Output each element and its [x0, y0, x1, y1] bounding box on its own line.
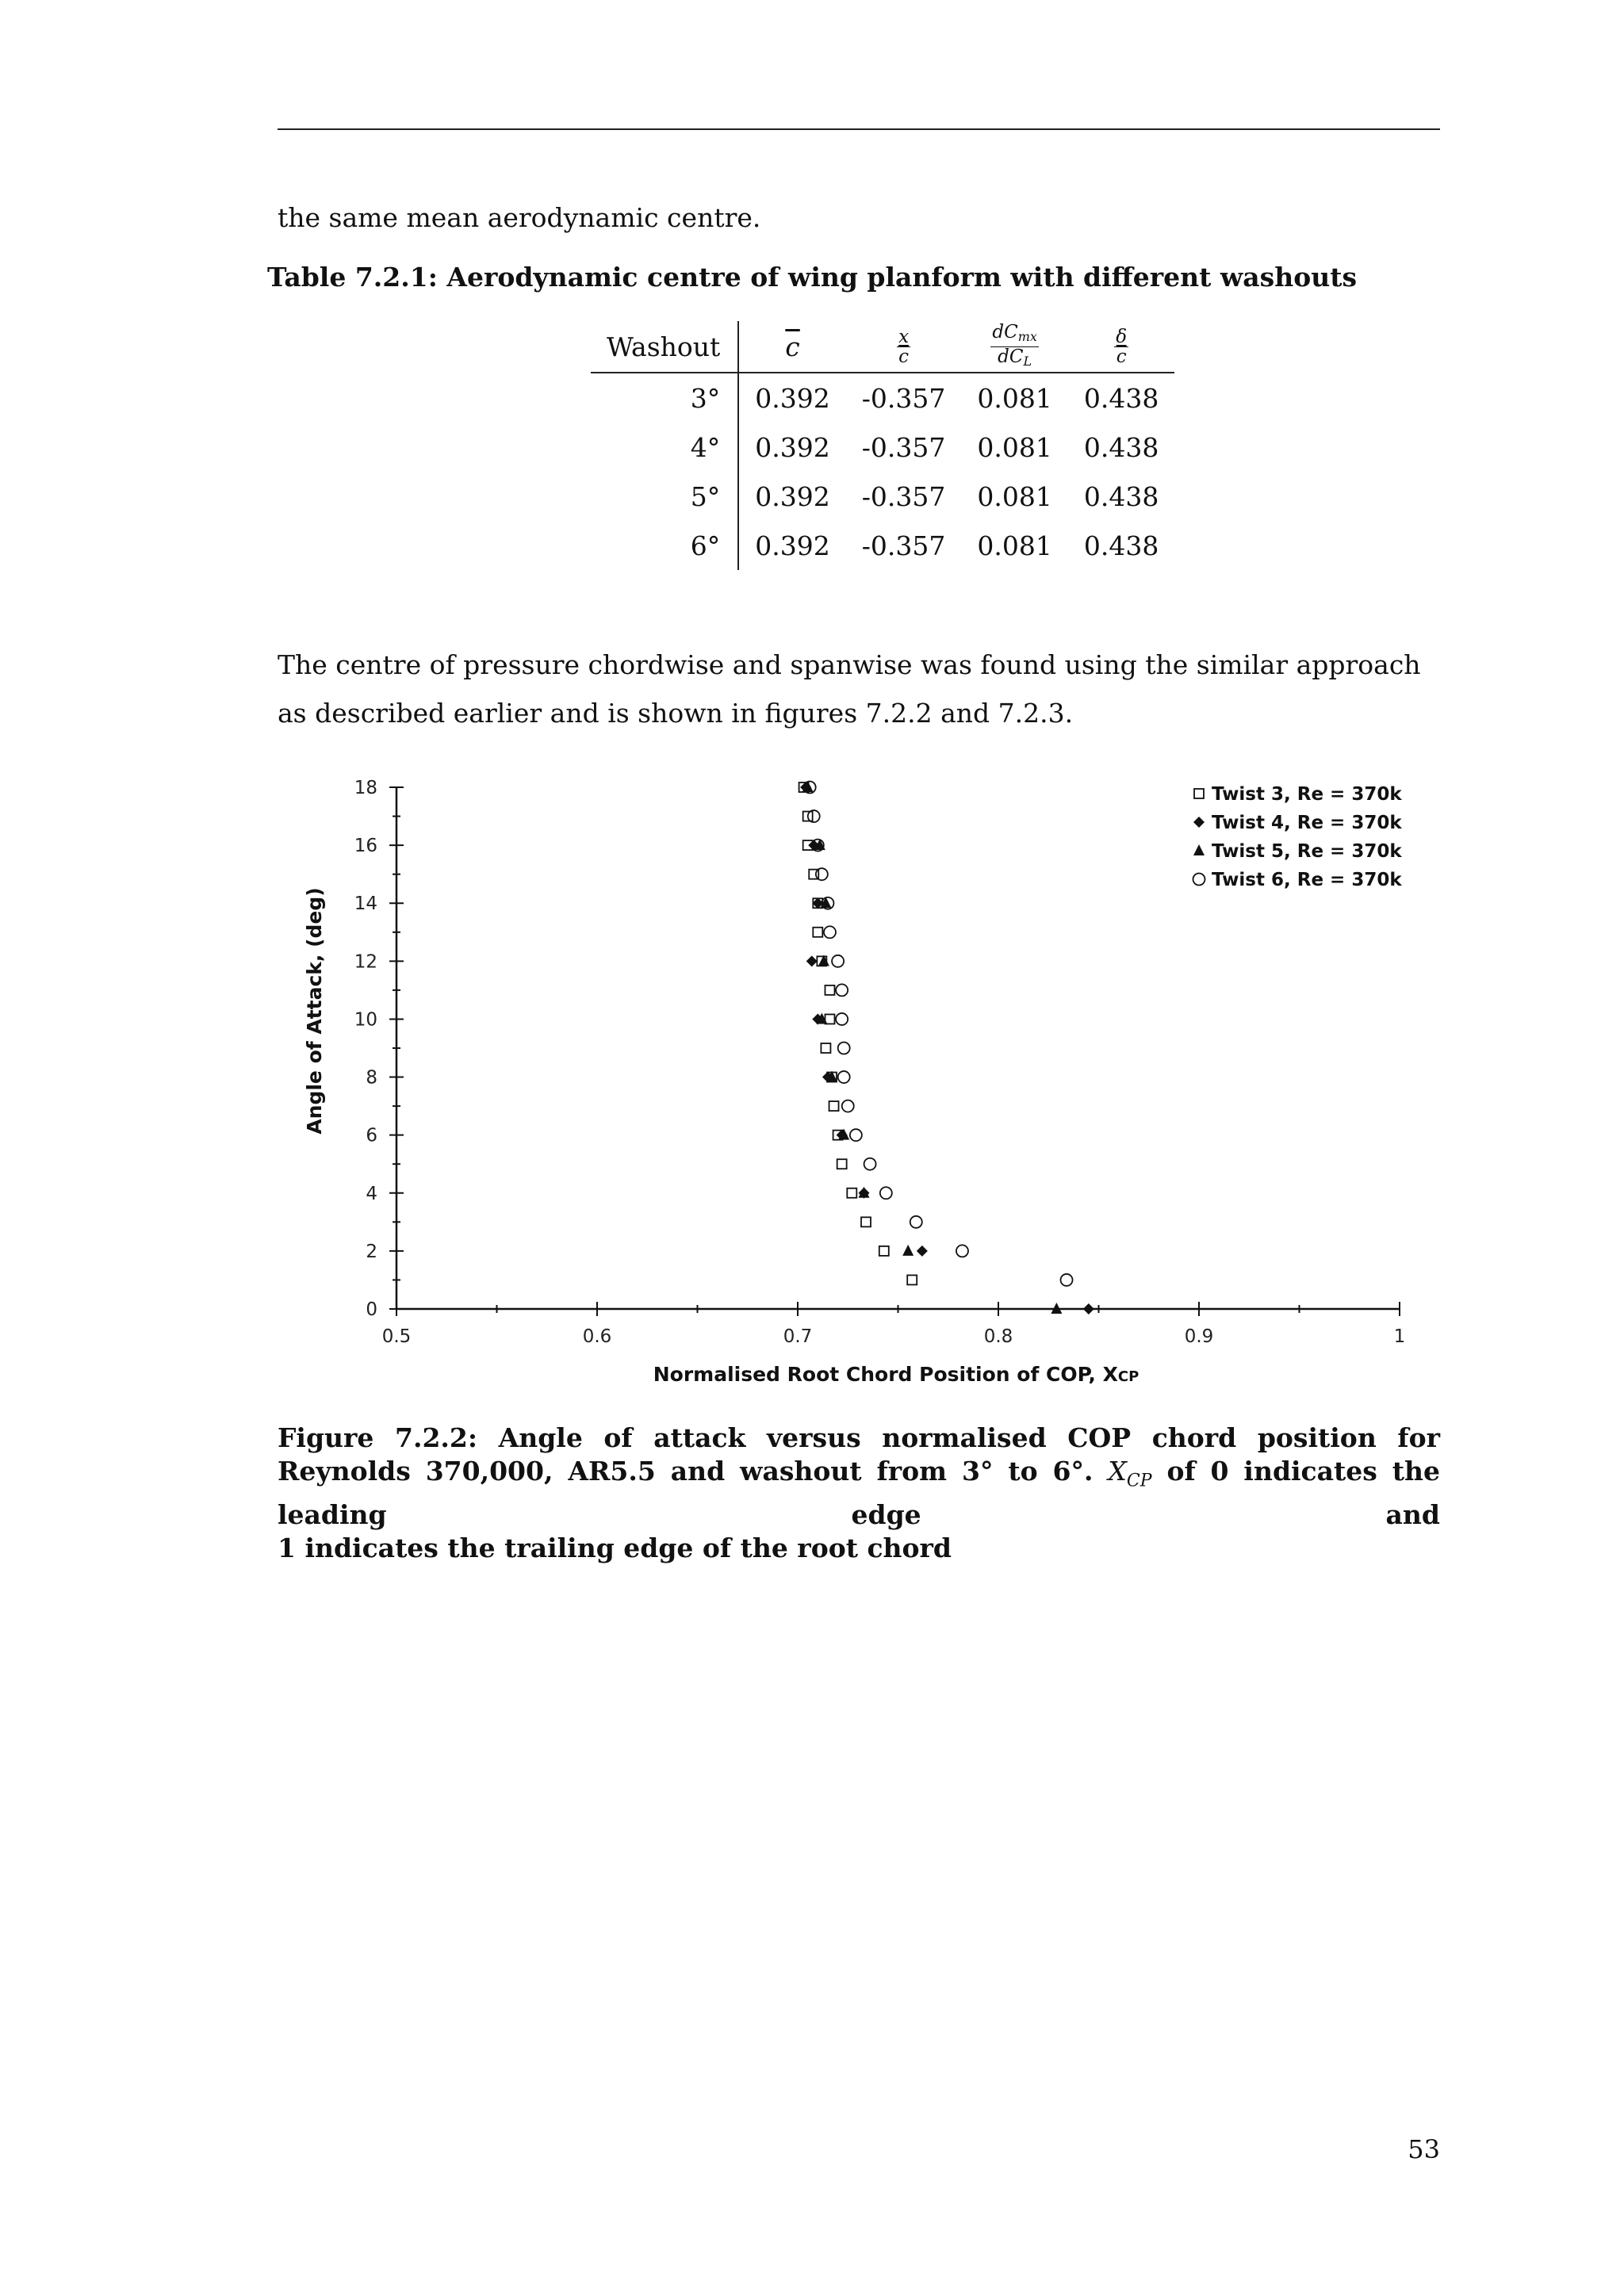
cell-c: 0.392	[755, 530, 830, 561]
figure-caption-line2: 1 indicates the trailing edge of the root chord	[278, 1532, 952, 1563]
cell-x: -0.357	[861, 530, 946, 561]
legend-marker	[1194, 789, 1204, 798]
cell-delta: 0.438	[1083, 480, 1159, 512]
cell-dcm: 0.081	[977, 382, 1052, 414]
intro-paragraph: the same mean aerodynamic centre.	[278, 202, 761, 233]
cell-washout: 3°	[591, 373, 738, 423]
cop-scatter-chart	[285, 765, 1427, 1383]
x-tick-label: 0.7	[783, 1326, 813, 1347]
data-point	[1061, 1274, 1073, 1286]
header-dcm-num: dC	[992, 321, 1018, 342]
data-point	[832, 955, 844, 967]
data-point	[861, 1217, 871, 1226]
data-point	[838, 1071, 850, 1083]
table-caption: Table 7.2.1: Aerodynamic centre of wing planform with different washouts	[266, 262, 1358, 293]
aero-centre-table	[591, 321, 1174, 570]
cell-c: 0.392	[755, 480, 830, 512]
cell-delta: 0.438	[1083, 431, 1159, 463]
chart-marks	[799, 781, 1094, 1314]
y-tick-label: 10	[354, 1009, 377, 1031]
y-tick-label: 12	[354, 951, 377, 973]
x-tick-label: 0.9	[1184, 1326, 1214, 1347]
data-point	[880, 1187, 892, 1199]
cell-c: 0.392	[755, 431, 830, 463]
header-dcm-dcl	[961, 321, 1067, 373]
y-tick-label: 6	[366, 1125, 377, 1146]
figure-caption	[278, 1422, 1440, 1565]
y-tick-label: 18	[354, 778, 377, 798]
table-header-row	[591, 321, 1174, 373]
data-point	[813, 928, 822, 937]
data-point	[837, 1159, 847, 1169]
data-point	[850, 1129, 862, 1141]
y-tick-label: 2	[366, 1241, 377, 1262]
x-tick-label: 1	[1393, 1326, 1406, 1347]
header-x-over-c	[846, 321, 962, 373]
cell-delta: 0.438	[1083, 530, 1159, 561]
figure-caption-xcp: X	[1108, 1456, 1127, 1487]
x-axis-title-main: Normalised Root Chord Position of COP, X	[653, 1363, 1118, 1383]
data-point	[847, 1188, 856, 1198]
data-point	[806, 955, 818, 966]
header-x-den: c	[898, 346, 910, 367]
header-delta-over-c	[1068, 321, 1174, 373]
cell-dcm: 0.081	[977, 431, 1052, 463]
data-point	[836, 984, 848, 996]
x-axis-title	[653, 1363, 1139, 1383]
table-row	[591, 373, 1174, 423]
page-number: 53	[1408, 2134, 1440, 2164]
header-dcm-num-sub: mx	[1017, 328, 1037, 344]
legend-label: Twist 3, Re = 370k	[1212, 784, 1402, 805]
y-tick-label: 16	[354, 836, 377, 857]
series-4	[804, 782, 1073, 1286]
cell-delta: 0.438	[1083, 382, 1159, 414]
data-point	[821, 1043, 830, 1053]
body-paragraph: The centre of pressure chordwise and spanwise was found using the similar approach as described earlier and is shown in figures 7.2.2 and 7.2.3.	[278, 649, 1421, 729]
cell-x: -0.357	[861, 480, 946, 512]
legend-marker	[1193, 817, 1205, 828]
header-cbar	[738, 321, 845, 373]
legend-label: Twist 6, Re = 370k	[1212, 870, 1402, 890]
legend-marker	[1193, 844, 1205, 855]
y-tick-label: 0	[366, 1299, 377, 1320]
table-row	[591, 472, 1174, 521]
cell-c: 0.392	[755, 382, 830, 414]
x-tick-label: 0.6	[582, 1326, 612, 1347]
cell-dcm: 0.081	[977, 480, 1052, 512]
x-tick-label: 0.8	[983, 1326, 1013, 1347]
data-point	[842, 1100, 854, 1112]
table-row	[591, 423, 1174, 472]
header-dcm-den-sub: L	[1023, 353, 1032, 369]
header-x-num: x	[898, 326, 910, 347]
cell-x: -0.357	[861, 431, 946, 463]
data-point	[829, 1101, 839, 1111]
legend-label: Twist 5, Re = 370k	[1212, 841, 1402, 862]
legend-label: Twist 4, Re = 370k	[1212, 813, 1402, 833]
chart-legend	[1193, 784, 1403, 890]
figure-caption-rest: of 0 indicates the leading edge and	[278, 1456, 1440, 1530]
cell-x: -0.357	[861, 382, 946, 414]
series-3	[802, 781, 1063, 1314]
table-row	[591, 521, 1174, 570]
header-dcm-den: dC	[998, 346, 1024, 367]
figure-caption-xcp-sub: CP	[1126, 1471, 1152, 1491]
header-washout: Washout	[591, 321, 738, 373]
header-delta-num: δ	[1116, 326, 1128, 347]
legend-marker	[1193, 874, 1205, 886]
x-axis-title-sub: CP	[1117, 1368, 1139, 1383]
figure-caption-line1: Figure 7.2.2: Angle of attack versus normalised COP chord position for Reynolds 370,000, AR5.5 and washout from 3° to 6°.	[278, 1422, 1440, 1487]
cell-dcm: 0.081	[977, 530, 1052, 561]
data-point	[917, 1246, 928, 1257]
cell-washout: 4°	[591, 423, 738, 472]
data-point	[902, 1245, 914, 1256]
cell-washout: 5°	[591, 472, 738, 521]
header-rule	[278, 128, 1440, 130]
cell-washout: 6°	[591, 521, 738, 570]
y-tick-label: 4	[366, 1183, 377, 1204]
header-cbar-symbol: $\overline{c}$	[785, 331, 800, 362]
data-point	[825, 985, 834, 995]
series-1	[799, 783, 917, 1284]
series-2	[800, 782, 1094, 1314]
data-point	[1083, 1303, 1094, 1314]
data-point	[910, 1216, 922, 1228]
data-point	[824, 926, 836, 938]
data-point	[879, 1246, 889, 1256]
chart-axes	[354, 778, 1406, 1347]
data-point	[838, 1043, 850, 1054]
header-delta-den: c	[1116, 346, 1127, 367]
y-tick-label: 8	[366, 1067, 377, 1089]
y-tick-label: 14	[354, 894, 377, 915]
data-point	[907, 1275, 917, 1284]
data-point	[836, 1013, 848, 1025]
data-point	[864, 1158, 876, 1170]
x-tick-label: 0.5	[381, 1326, 412, 1347]
data-point	[956, 1245, 968, 1257]
y-axis-title: Angle of Attack, (deg)	[303, 887, 326, 1135]
